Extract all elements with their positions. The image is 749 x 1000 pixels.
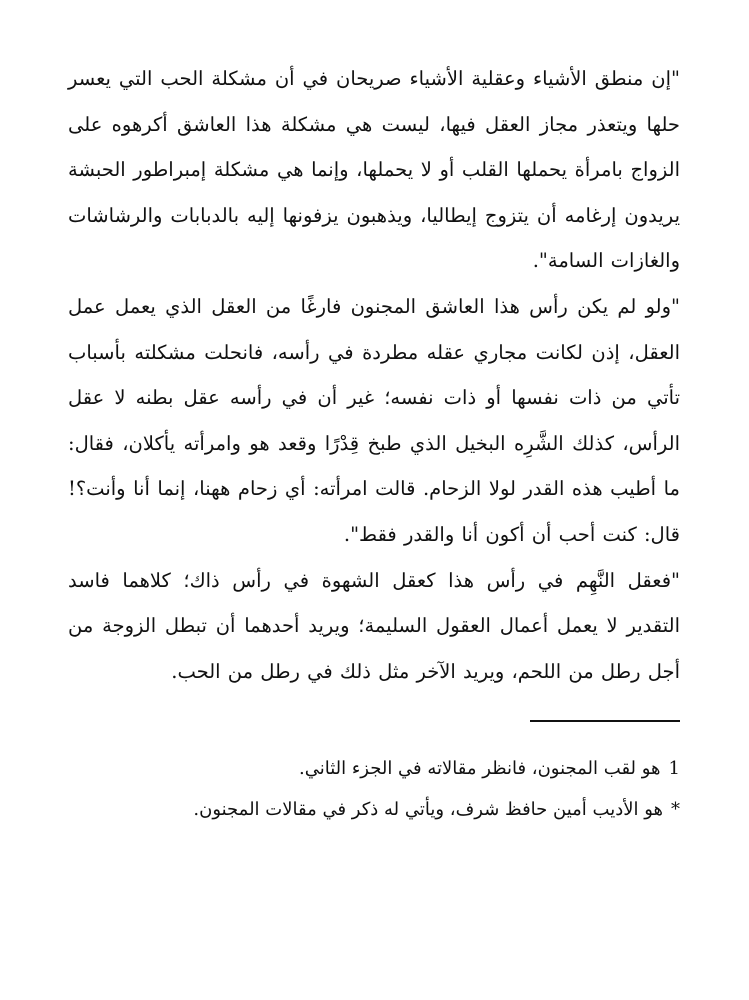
footnotes [68,748,680,830]
footnote-marker: 1 [668,758,680,779]
paragraph-3: "فعقل النَّهِم في رأس هذا كعقل الشهوة في رأس ذاك؛ كلاهما فاسد التقدير لا يعمل أعمال العقول السليمة؛ ويريد أحدهما أن تبطل الزوجة من أجل رطل من اللحم، ويريد الآخر مثل ذلك في رطل من الحب. [68,568,680,683]
footnote-2 [68,789,680,830]
footnote-separator [530,720,680,722]
body-text [68,56,680,694]
footnote-text: هو لقب المجنون، فانظر مقالاته في الجزء الثاني. [298,758,661,779]
footnote-text: هو الأديب أمين حافظ شرف، ويأتي له ذكر في مقالات المجنون. [193,799,663,820]
footnote-1 [68,748,680,789]
footnote-marker: * [671,799,680,820]
document-page [68,0,680,1000]
paragraph-2: "ولو لم يكن رأس هذا العاشق المجنون فارغًا من العقل الذي يعمل عمل العقل، إذن لكانت مجاري عقله مطردة في رأسه، فانحلت مشكلته بأسباب تأتي من ذات نفسها أو ذات نفسه؛ غير أن في رأسه عقل بطنه لا عقل الرأس، كذلك الشَّرِه البخيل الذي طبخ قِدْرًا وقعد هو وامرأته يأكلان، فقال: ما أطيب هذه القدر لولا الزحام. قالت امرأته: أي زحام ههنا، إنما أنا وأنت؟! قال: كنت أحب أن أكون أنا والقدر فقط". [68,294,680,546]
paragraph-1: "إن منطق الأشياء وعقلية الأشياء صريحان في أن مشكلة الحب التي يعسر حلها ويتعذر مجاز العقل فيها، ليست هي مشكلة هذا العاشق أكرهوه على الزواج بامرأة يحملها القلب أو لا يحملها، وإنما هي مشكلة إمبراطور الحبشة يريدون إرغامه أن يتزوج إيطاليا، ويذهبون يزفونها إليه بالدبابات والرشاشات والغازات السامة". [68,67,680,273]
